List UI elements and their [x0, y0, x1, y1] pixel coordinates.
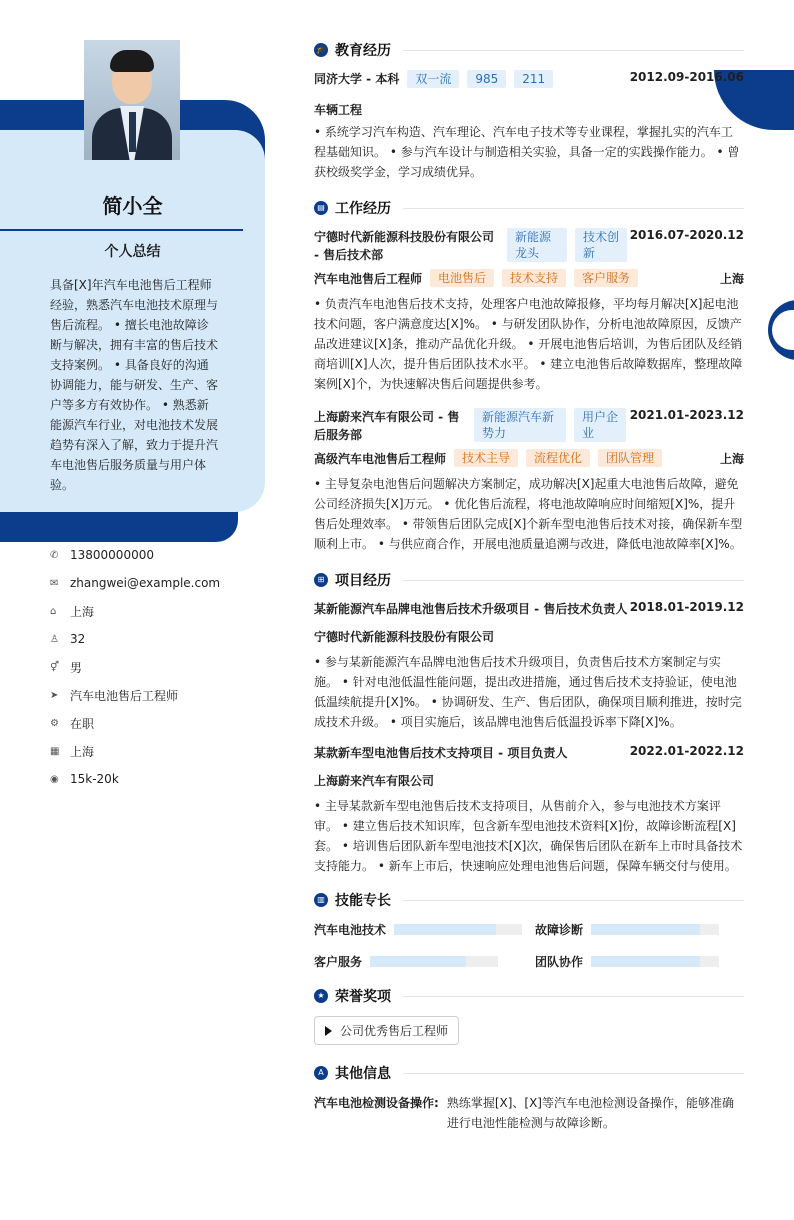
work-location: 上海: [719, 451, 744, 466]
company-tag: 技术创新: [575, 228, 627, 262]
school-tag: 211: [514, 70, 553, 88]
summary-title: 个人总结: [104, 244, 161, 260]
project-date: 2022.01-2022.12: [629, 744, 744, 758]
contact-salary: ◉ 15k-20k: [50, 772, 119, 786]
skill-bar: [370, 956, 498, 967]
person-name: 简小全: [102, 194, 163, 218]
contact-email: ✉ zhangwei@example.com: [50, 576, 221, 590]
project-company: 上海蔚来汽车有限公司: [314, 773, 435, 788]
company-tag: 新能源汽车新势力: [474, 408, 566, 442]
work-entry: [314, 228, 744, 394]
project-description: • 参与某新能源汽车品牌电池售后技术升级项目，负责售后技术方案制定与实施。 • 针对电池低温性能问题，提出改进措施，通过售后技术支持验证，使电池低温续航提升[X]%。 • 协调研发、生产、售后团队，确保项目顺利推进，按时完成技术升级。 • 项目实施后，该品牌电池售后低温投诉率下降[X]%。: [314, 655, 742, 729]
skill-tag: 客户服务: [574, 269, 638, 287]
project-date: 2018.01-2019.12: [629, 600, 744, 614]
section-skills: [314, 890, 744, 910]
info-icon: A: [314, 1066, 328, 1080]
salary-icon: ◉: [50, 773, 59, 785]
graduation-cap-icon: 🎓: [314, 43, 328, 57]
work-date: 2021.01-2023.12: [629, 408, 744, 422]
contact-city: ▦ 上海: [50, 744, 95, 759]
contact-phone: ✆ 13800000000: [50, 548, 154, 562]
project-company: 宁德时代新能源科技股份有限公司: [314, 629, 495, 644]
contact-status: ⚙ 在职: [50, 716, 95, 731]
work-date: 2016.07-2020.12: [629, 228, 744, 242]
status-icon: ⚙: [50, 717, 59, 729]
work-location: 上海: [719, 271, 744, 286]
name-divider: [0, 229, 243, 231]
email-icon: ✉: [50, 577, 59, 589]
section-work: [314, 198, 744, 218]
section-title: 工作经历: [335, 201, 391, 217]
skill-tag: 流程优化: [526, 449, 590, 467]
job-title: 高级汽车电池售后工程师: [314, 451, 447, 466]
contact-age: ♙ 32: [50, 632, 86, 646]
skill-item: 故障诊断: [535, 920, 744, 938]
section-title: 教育经历: [335, 43, 391, 59]
company-tag: 用户企业: [574, 408, 626, 442]
school-name: 同济大学 - 本科: [314, 72, 400, 86]
award-item: 公司优秀售后工程师: [314, 1016, 459, 1045]
project-entry: [314, 600, 744, 732]
skill-tag: 电池售后: [430, 269, 494, 287]
skill-item: 团队协作: [535, 952, 744, 970]
section-title: 项目经历: [335, 573, 391, 589]
play-icon: [325, 1026, 332, 1036]
section-education: [314, 40, 744, 60]
city-icon: ▦: [50, 745, 60, 757]
age-icon: ♙: [50, 633, 59, 645]
major: 车辆工程: [314, 102, 363, 117]
section-awards: [314, 986, 744, 1006]
skill-bar: [394, 924, 522, 935]
other-info-value: 熟练掌握[X]、[X]等汽车电池检测设备操作，能够准确进行电池性能检测与故障诊断。: [446, 1096, 734, 1130]
company-name: 宁德时代新能源科技股份有限公司 - 售后技术部: [314, 230, 495, 262]
gender-icon: ⚥: [50, 661, 60, 673]
section-projects: [314, 570, 744, 590]
project-title: 某新能源汽车品牌电池售后技术升级项目 - 售后技术负责人: [314, 602, 628, 616]
work-description: • 负责汽车电池售后技术支持，处理客户电池故障报修，平均每月解决[X]起电池技术问题，客户满意度达[X]%。 • 与研发团队协作，分析电池故障原因，反馈产品改进建议[X]条，推动产品优化升级。 • 开展电池售后培训，为售后团队及经销商培训[X]人次，提升售后团队技术水平。 • 建立电池售后故障数据库，整理故障案例[X]个，为快速解决售后问题提供参考。: [314, 297, 743, 391]
avatar: [84, 40, 180, 160]
school-tag: 双一流: [407, 70, 459, 88]
bar-chart-icon: ▥: [314, 893, 328, 907]
contact-gender: ⚥ 男: [50, 660, 83, 675]
skill-bar: [591, 956, 719, 967]
section-title: 技能专长: [335, 893, 391, 909]
other-info-row: [314, 1093, 744, 1133]
skill-tag: 技术支持: [502, 269, 566, 287]
education-entry: [314, 70, 744, 90]
company-name: 上海蔚来汽车有限公司 - 售后服务部: [314, 410, 460, 442]
skill-item: 客户服务: [314, 952, 523, 970]
home-icon: ⌂: [50, 605, 57, 617]
company-tag: 新能源龙头: [507, 228, 567, 262]
phone-icon: ✆: [50, 549, 59, 561]
medal-icon: ★: [314, 989, 328, 1003]
skills-grid: [314, 920, 744, 970]
education-description: • 系统学习汽车构造、汽车理论、汽车电子技术等专业课程，掌握扎实的汽车工程基础知识。 • 参与汽车设计与制造相关实验，具备一定的实践操作能力。 • 曾获校级奖学金，学习成绩优异。: [314, 125, 740, 179]
briefcase-icon: ▤: [314, 201, 328, 215]
contact-home: ⌂ 上海: [50, 604, 95, 619]
skill-item: 汽车电池技术: [314, 920, 523, 938]
contact-position: ➤ 汽车电池售后工程师: [50, 688, 179, 703]
section-other: [314, 1063, 744, 1083]
project-title: 某款新车型电池售后技术支持项目 - 项目负责人: [314, 746, 568, 760]
main-column: [314, 40, 744, 1133]
project-description: • 主导某款新车型电池售后技术支持项目，从售前介入，参与电池技术方案评审。 • 建立售后技术知识库，包含新车型电池技术资料[X]份，故障诊断流程[X]套。 • 培训售后团队新车型电池技术[X]次，确保售后团队在新车上市时具备技术支持能力。 • 新车上市后，快速响应处理电池售后问题，保障车辆交付与使用。: [314, 799, 743, 873]
job-title: 汽车电池售后工程师: [314, 271, 423, 286]
contact-list: [50, 541, 250, 793]
section-title: 荣誉奖项: [335, 989, 391, 1005]
skill-tag: 团队管理: [598, 449, 662, 467]
work-entry: [314, 408, 744, 554]
other-info-label: 汽车电池检测设备操作:: [314, 1096, 439, 1110]
school-tag: 985: [467, 70, 506, 88]
skill-tag: 技术主导: [454, 449, 518, 467]
summary-text: 具备[X]年汽车电池售后工程师经验，熟悉汽车电池技术原理与售后流程。 • 擅长电池故障诊断与解决，拥有丰富的售后技术支持案例。 • 具备良好的沟通协调能力，能与研发、生产、客户等多方有效协作。 • 熟悉新能源汽车行业，对电池技术发展趋势有深入了解，致力于提升汽车电池售后服务质量与用户体验。: [50, 278, 219, 492]
grid-icon: ⊞: [314, 573, 328, 587]
section-title: 其他信息: [335, 1066, 391, 1082]
education-date: 2012.09-2016.06: [629, 70, 744, 84]
skill-bar: [591, 924, 719, 935]
project-entry: [314, 744, 744, 876]
work-description: • 主导复杂电池售后问题解决方案制定，成功解决[X]起重大电池售后故障，避免公司经济损失[X]万元。 • 优化售后流程，将电池故障响应时间缩短[X]%，提升售后处理效率。 • 带领售后团队完成[X]个新车型电池售后技术对接，确保新车型顺利上市。 • 与供应商合作，开展电池质量追溯与改进，降低电池故障率[X]%。: [314, 477, 743, 551]
position-icon: ➤: [50, 689, 59, 701]
